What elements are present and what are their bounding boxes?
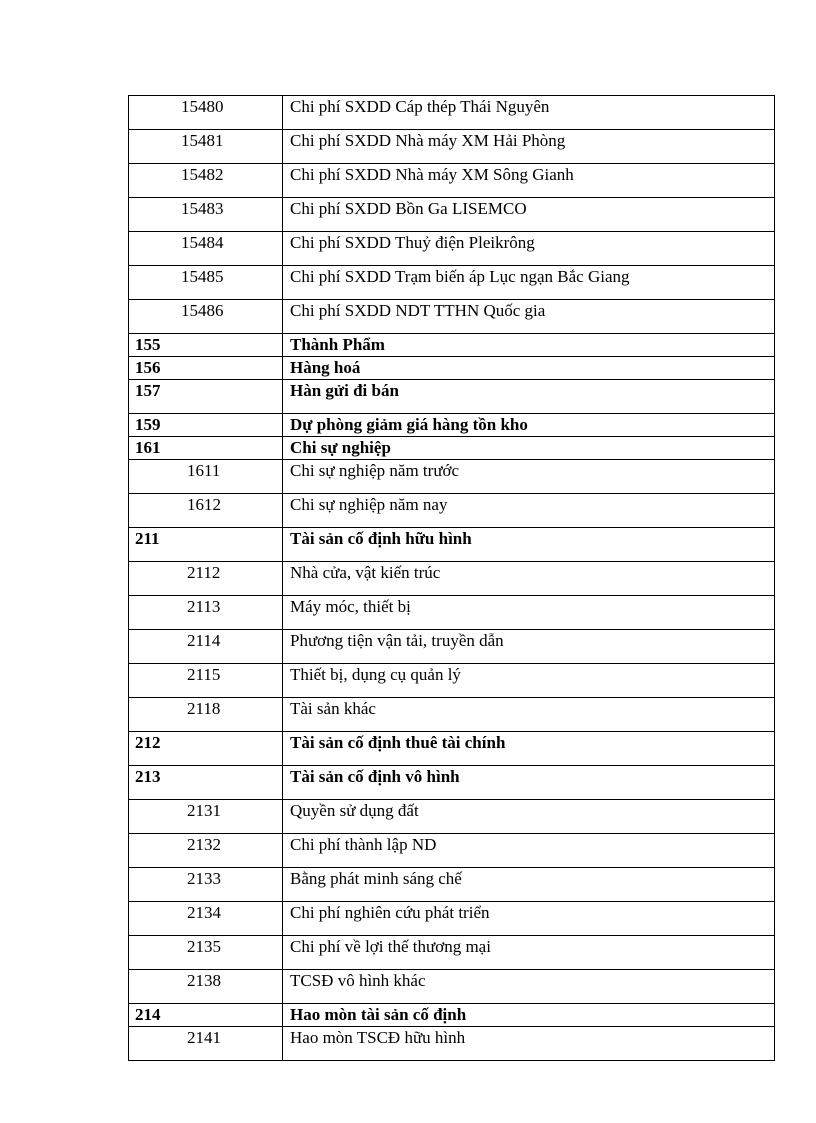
table-row bbox=[129, 698, 775, 732]
table-row bbox=[129, 868, 775, 902]
table-row bbox=[129, 1004, 775, 1027]
table-row bbox=[129, 164, 775, 198]
account-code-cell: 155 bbox=[129, 334, 283, 357]
account-code-cell: 156 bbox=[129, 357, 283, 380]
account-name-cell: Chi phí SXDD Nhà máy XM Sông Gianh bbox=[283, 164, 775, 198]
account-code-cell: 211 bbox=[129, 528, 283, 562]
account-code-cell: 157 bbox=[129, 380, 283, 414]
table-row bbox=[129, 334, 775, 357]
table-row bbox=[129, 800, 775, 834]
table-row bbox=[129, 380, 775, 414]
account-table-body bbox=[129, 96, 775, 1061]
table-row bbox=[129, 834, 775, 868]
account-name-cell: Máy móc, thiết bị bbox=[283, 596, 775, 630]
account-name-cell: Chi phí SXDD NDT TTHN Quốc gia bbox=[283, 300, 775, 334]
table-row bbox=[129, 300, 775, 334]
account-name-cell: Chi phí SXDD Nhà máy XM Hải Phòng bbox=[283, 130, 775, 164]
account-code-cell: 213 bbox=[129, 766, 283, 800]
account-code-cell: 2132 bbox=[129, 834, 283, 868]
account-name-cell: Chi phí nghiên cứu phát triển bbox=[283, 902, 775, 936]
account-name-cell: Chi phí SXDD Trạm biến áp Lục ngạn Bắc Giang bbox=[283, 266, 775, 300]
account-code-cell: 2118 bbox=[129, 698, 283, 732]
account-name-cell: Hao mòn TSCĐ hữu hình bbox=[283, 1027, 775, 1061]
account-code-cell: 212 bbox=[129, 732, 283, 766]
account-name-cell: Phương tiện vận tải, truyền dẫn bbox=[283, 630, 775, 664]
table-row bbox=[129, 357, 775, 380]
table-row bbox=[129, 437, 775, 460]
account-name-cell: Chi sự nghiệp năm trước bbox=[283, 460, 775, 494]
account-code-cell: 1612 bbox=[129, 494, 283, 528]
table-row bbox=[129, 266, 775, 300]
account-code-cell: 15482 bbox=[129, 164, 283, 198]
account-name-cell: Thành Phẩm bbox=[283, 334, 775, 357]
account-name-cell: Dự phòng giảm giá hàng tồn kho bbox=[283, 414, 775, 437]
table-row bbox=[129, 596, 775, 630]
table-row bbox=[129, 460, 775, 494]
account-code-cell: 15481 bbox=[129, 130, 283, 164]
account-name-cell: Thiết bị, dụng cụ quản lý bbox=[283, 664, 775, 698]
account-code-cell: 15483 bbox=[129, 198, 283, 232]
table-row bbox=[129, 562, 775, 596]
table-row bbox=[129, 970, 775, 1004]
account-name-cell: Quyền sử dụng đất bbox=[283, 800, 775, 834]
account-name-cell: Tài sản cố định vô hình bbox=[283, 766, 775, 800]
account-code-cell: 2115 bbox=[129, 664, 283, 698]
account-code-cell: 159 bbox=[129, 414, 283, 437]
table-row bbox=[129, 130, 775, 164]
account-code-cell: 2134 bbox=[129, 902, 283, 936]
account-name-cell: Tài sản cố định thuê tài chính bbox=[283, 732, 775, 766]
account-table bbox=[128, 95, 775, 1061]
table-row bbox=[129, 664, 775, 698]
account-name-cell: Chi sự nghiệp năm nay bbox=[283, 494, 775, 528]
account-code-cell: 15486 bbox=[129, 300, 283, 334]
account-code-cell: 2141 bbox=[129, 1027, 283, 1061]
table-row bbox=[129, 1027, 775, 1061]
account-code-cell: 1611 bbox=[129, 460, 283, 494]
account-code-cell: 2133 bbox=[129, 868, 283, 902]
table-row bbox=[129, 732, 775, 766]
account-code-cell: 15480 bbox=[129, 96, 283, 130]
table-row bbox=[129, 528, 775, 562]
account-name-cell: Hàng hoá bbox=[283, 357, 775, 380]
account-code-cell: 2113 bbox=[129, 596, 283, 630]
account-code-cell: 2114 bbox=[129, 630, 283, 664]
account-name-cell: Chi phí SXDD Cáp thép Thái Nguyên bbox=[283, 96, 775, 130]
table-row bbox=[129, 96, 775, 130]
table-row bbox=[129, 494, 775, 528]
account-name-cell: Chi phí SXDD Bồn Ga LISEMCO bbox=[283, 198, 775, 232]
account-name-cell: Chi phí thành lập ND bbox=[283, 834, 775, 868]
account-code-cell: 2135 bbox=[129, 936, 283, 970]
account-name-cell: Tài sản cố định hữu hình bbox=[283, 528, 775, 562]
account-code-cell: 15485 bbox=[129, 266, 283, 300]
account-name-cell: Chi phí về lợi thế thương mại bbox=[283, 936, 775, 970]
account-name-cell: Hao mòn tài sản cố định bbox=[283, 1004, 775, 1027]
account-code-cell: 214 bbox=[129, 1004, 283, 1027]
table-row bbox=[129, 902, 775, 936]
account-code-cell: 161 bbox=[129, 437, 283, 460]
table-row bbox=[129, 414, 775, 437]
account-name-cell: Bằng phát minh sáng chế bbox=[283, 868, 775, 902]
account-name-cell: Nhà cửa, vật kiến trúc bbox=[283, 562, 775, 596]
account-name-cell: Hàn gửi đi bán bbox=[283, 380, 775, 414]
table-row bbox=[129, 766, 775, 800]
account-name-cell: Chi sự nghiệp bbox=[283, 437, 775, 460]
table-row bbox=[129, 198, 775, 232]
table-row bbox=[129, 630, 775, 664]
account-name-cell: Chi phí SXDD Thuỷ điện Pleikrông bbox=[283, 232, 775, 266]
account-code-cell: 2112 bbox=[129, 562, 283, 596]
account-code-cell: 2138 bbox=[129, 970, 283, 1004]
account-code-cell: 2131 bbox=[129, 800, 283, 834]
table-row bbox=[129, 936, 775, 970]
account-name-cell: TCSĐ vô hình khác bbox=[283, 970, 775, 1004]
table-row bbox=[129, 232, 775, 266]
account-name-cell: Tài sản khác bbox=[283, 698, 775, 732]
account-code-cell: 15484 bbox=[129, 232, 283, 266]
